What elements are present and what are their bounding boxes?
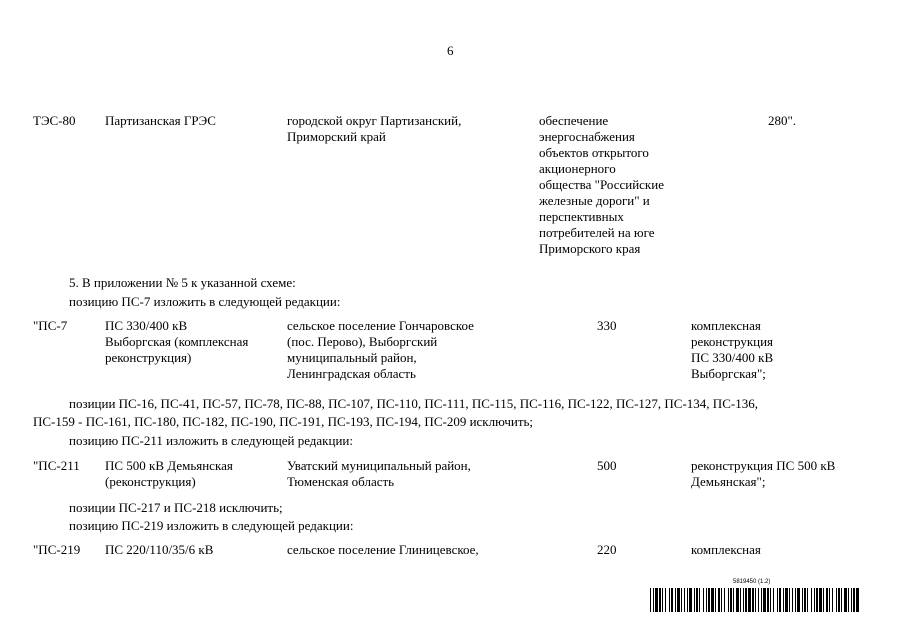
barcode-bar	[763, 588, 766, 612]
barcode-bar	[699, 588, 700, 612]
barcode-bar	[804, 588, 806, 612]
barcode-bar	[659, 588, 661, 612]
barcode-bar	[665, 588, 666, 612]
barcode-bar	[814, 588, 815, 612]
row-note: комплексная	[691, 542, 761, 557]
row-location: сельское поселение Гончаровское (пос. Перово), Выборгский муниципальный район, Ленинградская область	[287, 318, 474, 381]
barcode-bar	[758, 588, 759, 612]
barcode-bar	[740, 588, 741, 612]
barcode-bar	[728, 588, 729, 612]
row-value: 280".	[768, 113, 797, 128]
row-name: ПС 220/110/35/6 кВ	[105, 542, 214, 557]
exclude-217-218: позиции ПС-217 и ПС-218 исключить;	[69, 500, 283, 515]
barcode-bar	[841, 588, 842, 612]
row-purpose: обеспечение энергоснабжения объектов открытого акционерного общества "Российские железные дороги" и перспективных потребителей на юге Приморского края	[539, 113, 664, 256]
barcode-bar	[823, 588, 824, 612]
barcode-bar	[684, 588, 685, 612]
barcode-bar	[851, 588, 852, 612]
barcode-bar	[826, 588, 828, 612]
row-code: "ПС-211	[33, 458, 80, 473]
ps7-intro: позицию ПС-7 изложить в следующей редакции:	[69, 294, 341, 309]
barcode-bar	[853, 588, 855, 612]
barcode-bar	[730, 588, 732, 612]
barcode-bar	[650, 588, 651, 612]
barcode-bar	[733, 588, 734, 612]
barcode-bar	[696, 588, 698, 612]
row-code: "ПС-7	[33, 318, 68, 333]
barcode-bar	[838, 588, 840, 612]
row-code: "ПС-219	[33, 542, 81, 557]
row-name: Партизанская ГРЭС	[105, 113, 216, 128]
barcode-bar	[721, 588, 722, 612]
barcode-bar	[653, 588, 654, 612]
barcode-bar	[792, 588, 793, 612]
row-note: комплексная реконструкция ПС 330/400 кВ Выборгская";	[691, 318, 774, 381]
barcode-bar	[807, 588, 808, 612]
barcode-bar	[703, 588, 704, 612]
barcode-bar	[715, 588, 716, 612]
section-5-heading: 5. В приложении № 5 к указанной схеме:	[69, 275, 296, 290]
row-location: городской округ Партизанский, Приморский край	[287, 113, 462, 144]
barcode-bar	[795, 588, 796, 612]
row-name: ПС 330/400 кВ Выборгская (комплексная реконструкция)	[105, 318, 249, 365]
barcode-bar	[706, 588, 707, 612]
ps211-intro: позицию ПС-211 изложить в следующей редакции:	[69, 433, 353, 448]
barcode-bar	[816, 588, 818, 612]
barcode-bar	[819, 588, 822, 612]
barcode-bar	[770, 588, 771, 612]
barcode-label: 5819450 (1.2)	[733, 579, 771, 585]
barcode-bar	[694, 588, 695, 612]
row-voltage: 500	[597, 458, 617, 473]
barcode-bar	[689, 588, 692, 612]
barcode-bar	[761, 588, 762, 612]
row-location: Уватский муниципальный район, Тюменская область	[287, 458, 471, 489]
row-note: реконструкция ПС 500 кВ Демьянская";	[691, 458, 836, 489]
barcode-bar	[736, 588, 739, 612]
ps219-intro: позицию ПС-219 изложить в следующей редакции:	[69, 518, 354, 533]
barcode-bar	[773, 588, 774, 612]
row-name: ПС 500 кВ Демьянская (реконструкция)	[105, 458, 233, 489]
barcode-bar	[748, 588, 751, 612]
barcode-bar	[755, 588, 756, 612]
barcode-bar	[655, 588, 658, 612]
barcode-bar	[789, 588, 790, 612]
barcode-bar	[711, 588, 714, 612]
row-voltage: 330	[597, 318, 617, 333]
barcode-bar	[802, 588, 803, 612]
barcode-bar	[783, 588, 784, 612]
row-code: ТЭС-80	[33, 113, 76, 128]
barcode-bar	[745, 588, 747, 612]
barcode-bar	[856, 588, 859, 612]
barcode-bar	[708, 588, 710, 612]
exclude-list-line1: позиции ПС-16, ПС-41, ПС-57, ПС-78, ПС-88, ПС-107, ПС-110, ПС-111, ПС-115, ПС-116, ПС-122, ПС-127, ПС-134, ПС-136,	[69, 396, 758, 411]
barcode-bar	[832, 588, 833, 612]
barcode-bar	[836, 588, 837, 612]
barcode-bar	[675, 588, 676, 612]
barcode-bar	[777, 588, 778, 612]
barcode-bar	[848, 588, 849, 612]
barcode-bar	[785, 588, 788, 612]
barcode-bar	[681, 588, 682, 612]
row-location: сельское поселение Глиницевское,	[287, 542, 479, 557]
barcode-bar	[779, 588, 781, 612]
barcode-bar	[797, 588, 800, 612]
barcode-bar	[671, 588, 673, 612]
barcode-bar	[743, 588, 744, 612]
barcode	[650, 588, 860, 612]
barcode-bar	[718, 588, 720, 612]
barcode-bar	[687, 588, 688, 612]
barcode-bar	[844, 588, 847, 612]
barcode-bar	[829, 588, 830, 612]
barcode-bar	[811, 588, 812, 612]
exclude-list-line2: ПС-159 - ПС-161, ПС-180, ПС-182, ПС-190, ПС-191, ПС-193, ПС-194, ПС-209 исключить;	[33, 414, 534, 429]
barcode-bar	[724, 588, 725, 612]
barcode-bar	[669, 588, 670, 612]
barcode-bar	[752, 588, 754, 612]
barcode-bar	[662, 588, 663, 612]
barcode-bar	[767, 588, 769, 612]
row-voltage: 220	[597, 542, 617, 557]
page-number: 6	[447, 43, 454, 58]
barcode-bar	[677, 588, 680, 612]
